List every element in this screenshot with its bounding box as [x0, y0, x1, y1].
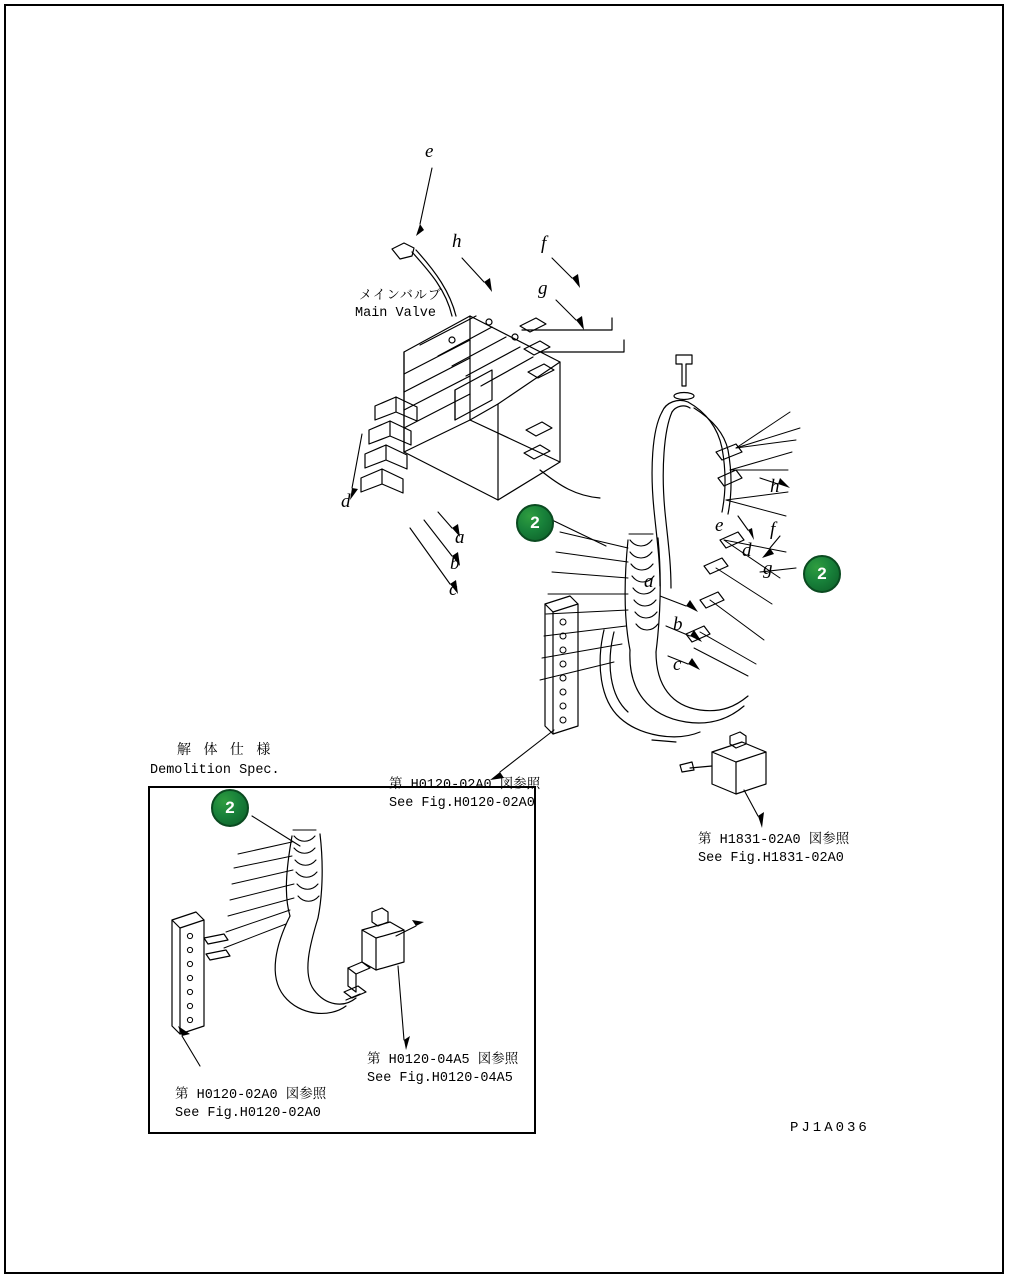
letter-e-right: e	[715, 515, 724, 536]
letter-c-right: c	[673, 654, 682, 675]
letter-f-right: f	[770, 519, 776, 540]
letter-h-right: h	[770, 476, 780, 497]
letter-f-left: f	[541, 233, 547, 254]
reference-h0120-02a0-jp: 第 H0120-02A0 図参照	[389, 778, 541, 793]
reference-h1831-02a0-en: See Fig.H1831-02A0	[698, 851, 844, 866]
letter-g-left: g	[538, 278, 548, 299]
inset-reference-h0120-04a5-jp: 第 H0120-04A5 図参照	[367, 1053, 519, 1068]
letter-c-left: c	[449, 579, 458, 600]
letter-e-left: e	[425, 141, 434, 162]
letter-b-left: b	[450, 553, 460, 574]
callout-bubble-2-right[interactable]: 2	[803, 555, 841, 593]
letter-a-right: a	[644, 571, 654, 592]
letter-a-left: a	[455, 527, 465, 548]
letter-d-right: d	[742, 540, 752, 561]
main-valve-label-en: Main Valve	[355, 306, 437, 321]
drawing-number: PJ1A036	[790, 1120, 870, 1136]
letter-d-left: d	[341, 491, 351, 512]
inset-title-en: Demolition Spec.	[150, 763, 280, 778]
inset-reference-h0120-04a5-en: See Fig.H0120-04A5	[367, 1071, 513, 1086]
bolt-e	[392, 243, 414, 259]
letter-b-right: b	[673, 614, 683, 635]
inset-callout-bubble-2[interactable]: 2	[211, 789, 249, 827]
letter-g-right: g	[763, 558, 773, 579]
letter-h-left: h	[452, 231, 462, 252]
manifold-plate	[545, 596, 578, 734]
reference-h1831-02a0-jp: 第 H1831-02A0 図参照	[698, 833, 850, 848]
inset-reference-h0120-02a0-jp: 第 H0120-02A0 図参照	[175, 1088, 327, 1103]
inset-reference-h0120-02a0-en: See Fig.H0120-02A0	[175, 1106, 321, 1121]
main-valve-label-jp: メインバルブ	[359, 288, 442, 303]
callout-bubble-2-left[interactable]: 2	[516, 504, 554, 542]
inset-title-jp: 解 体 仕 様	[177, 742, 275, 758]
reference-h0120-02a0-en: See Fig.H0120-02A0	[389, 796, 535, 811]
main-valve-assembly	[361, 316, 560, 500]
right-hose-assembly	[540, 355, 800, 794]
